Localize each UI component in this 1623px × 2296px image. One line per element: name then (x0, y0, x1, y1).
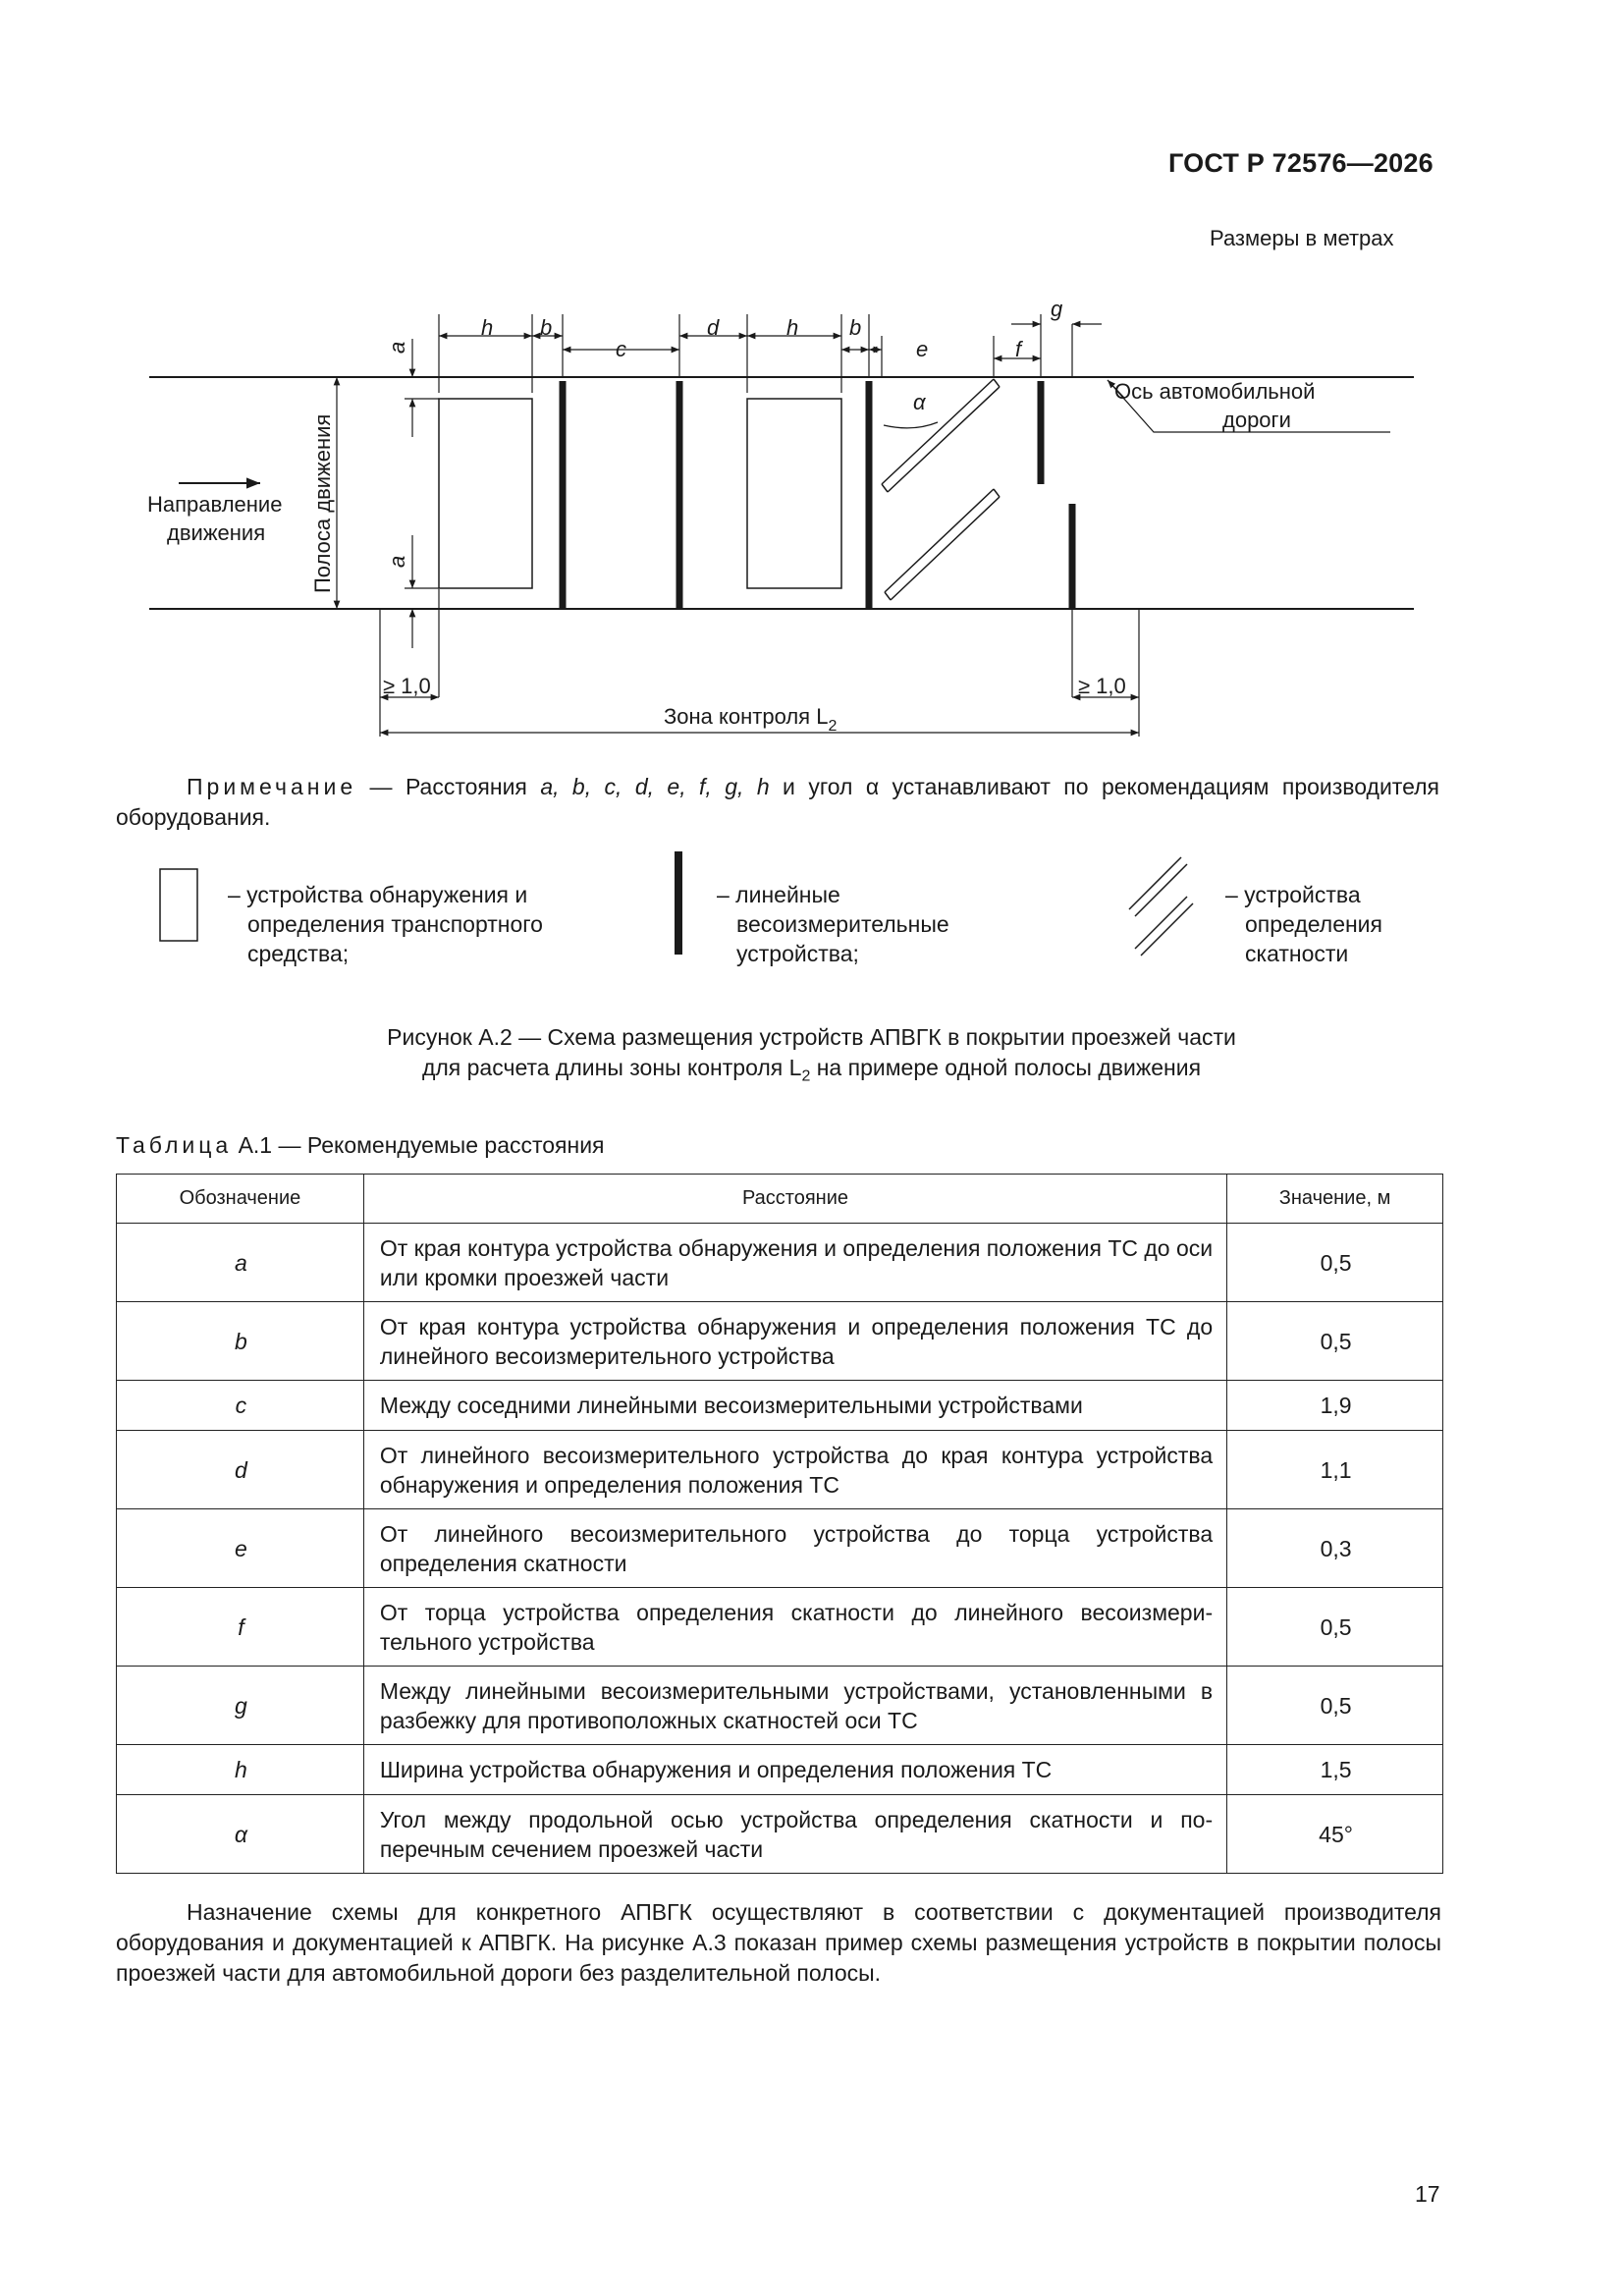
label-f: f (1015, 337, 1022, 361)
row-description: От торца устройства определения скатности до линейного весоизмерительного устройства (363, 1588, 1226, 1667)
row-description: Между линейными весоизмерительными устройствами, установленными в разбежку для противоположных скатностей оси ТС (363, 1667, 1226, 1745)
label-a-top: a (385, 341, 409, 354)
legend-slope-icon (1129, 857, 1193, 956)
label-a-bottom: a (385, 555, 409, 568)
table-row (117, 1302, 1443, 1381)
detection-device-1 (439, 399, 532, 588)
figure-caption-line2: для расчета длины зоны контроля $L_2$ на примере одной полосы движения (421, 1055, 1202, 1085)
slope-device-upper (882, 379, 1000, 492)
table-row (117, 1588, 1443, 1667)
row-value: 45° (1227, 1795, 1443, 1874)
label-b1: b (540, 315, 553, 340)
legend-detection-icon (160, 869, 197, 941)
figure-caption-line1: Рисунок А.2 — Схема размещения устройств АПВГК в покрытии проезжей части (387, 1024, 1236, 1050)
table-header-row (117, 1175, 1443, 1224)
row-symbol: α (117, 1795, 364, 1874)
figure-note: Примечание — Расстояния a, b, c, d, e, f, g, h и угол α устанавливают по рекомендациям производителя оборудования. (116, 774, 1439, 830)
row-symbol: e (117, 1509, 364, 1588)
row-description: Между соседними линейными весоизмерительными устройствами (363, 1381, 1226, 1431)
slope-device-lower (885, 489, 1000, 600)
label-g: g (1051, 297, 1063, 321)
label-d: d (707, 315, 720, 340)
row-description: Ширина устройства обнаружения и определения положения ТС (363, 1745, 1226, 1795)
label-e: e (916, 337, 929, 361)
table-row (117, 1381, 1443, 1431)
units-note: Размеры в метрах (1210, 226, 1394, 250)
label-b2: b (849, 315, 862, 340)
alpha-arc (884, 422, 938, 428)
legend-slope: – устройства определения скатности (1225, 882, 1382, 966)
row-value: 0,5 (1227, 1667, 1443, 1745)
table-row (117, 1431, 1443, 1509)
direction-label-line1: Направление (147, 492, 283, 517)
row-value: 0,5 (1227, 1224, 1443, 1302)
row-description: Угол между продольной осью устройства определения скатности и поперечным сечением проезжей части (363, 1795, 1226, 1874)
lane-label: Полоса движения (310, 413, 335, 593)
label-h2: h (786, 315, 799, 340)
label-alpha: α (913, 390, 926, 414)
header-symbol: Обозначение (117, 1175, 364, 1224)
detection-device-2 (747, 399, 841, 588)
row-symbol: f (117, 1588, 364, 1667)
placement-diagram (0, 0, 1623, 982)
direction-label-line2: движения (167, 520, 266, 545)
label-h1: h (481, 315, 494, 340)
road-axis-label-line1: Ось автомобильной (1114, 379, 1316, 404)
row-symbol: c (117, 1381, 364, 1431)
recommended-distances-table (116, 1174, 1443, 1874)
document-code: ГОСТ Р 72576—2026 (1168, 148, 1434, 178)
legend-detection: – устройства обнаружения и определения транспортного средства; (228, 882, 543, 966)
row-value: 1,9 (1227, 1381, 1443, 1431)
row-value: 1,5 (1227, 1745, 1443, 1795)
zone-label: Зона контроля $L_2$ (664, 704, 838, 735)
table-row (117, 1745, 1443, 1795)
label-c: c (616, 337, 626, 361)
body-paragraph: Назначение схемы для конкретного АПВГК осуществляют в соответствии с документацией производителя оборудования и документацией к АПВГК. На рисунке А.3 показан пример схемы размещения устройств в покрытии полосы проезжей части для автомобильной дороги без разделительной полосы. (116, 1899, 1441, 1986)
table-title: Таблица А.1 — Рекомендуемые расстояния (116, 1132, 605, 1158)
table-row (117, 1224, 1443, 1302)
row-description: От линейного весоизмерительного устройства до торца устройства определения скатности (363, 1509, 1226, 1588)
page-number: 17 (1415, 2181, 1440, 2207)
row-symbol: g (117, 1667, 364, 1745)
row-description: От края контура устройства обнаружения и определения положения ТС до оси или кромки проезжей части (363, 1224, 1226, 1302)
top-dimensions (439, 314, 1102, 393)
a-dimensions (405, 339, 439, 648)
row-symbol: d (117, 1431, 364, 1509)
table-row (117, 1509, 1443, 1588)
table-row (117, 1795, 1443, 1874)
min-left-label: ≥ 1,0 (383, 674, 431, 698)
row-value: 1,1 (1227, 1431, 1443, 1509)
min-right-label: ≥ 1,0 (1078, 674, 1126, 698)
row-symbol: h (117, 1745, 364, 1795)
table-row (117, 1667, 1443, 1745)
row-value: 0,3 (1227, 1509, 1443, 1588)
road-axis-label-line2: дороги (1222, 408, 1291, 432)
row-symbol: a (117, 1224, 364, 1302)
header-distance: Расстояние (363, 1175, 1226, 1224)
legend-weigh: – линейные весоизмерительные устройства; (717, 882, 949, 966)
row-value: 0,5 (1227, 1588, 1443, 1667)
row-symbol: b (117, 1302, 364, 1381)
row-description: От линейного весоизмерительного устройства до края контура устройства обнаружения и определения положения ТС (363, 1431, 1226, 1509)
row-description: От края контура устройства обнаружения и определения положения ТС до линейного весоизмерительного устройства (363, 1302, 1226, 1381)
header-value: Значение, м (1227, 1175, 1443, 1224)
row-value: 0,5 (1227, 1302, 1443, 1381)
